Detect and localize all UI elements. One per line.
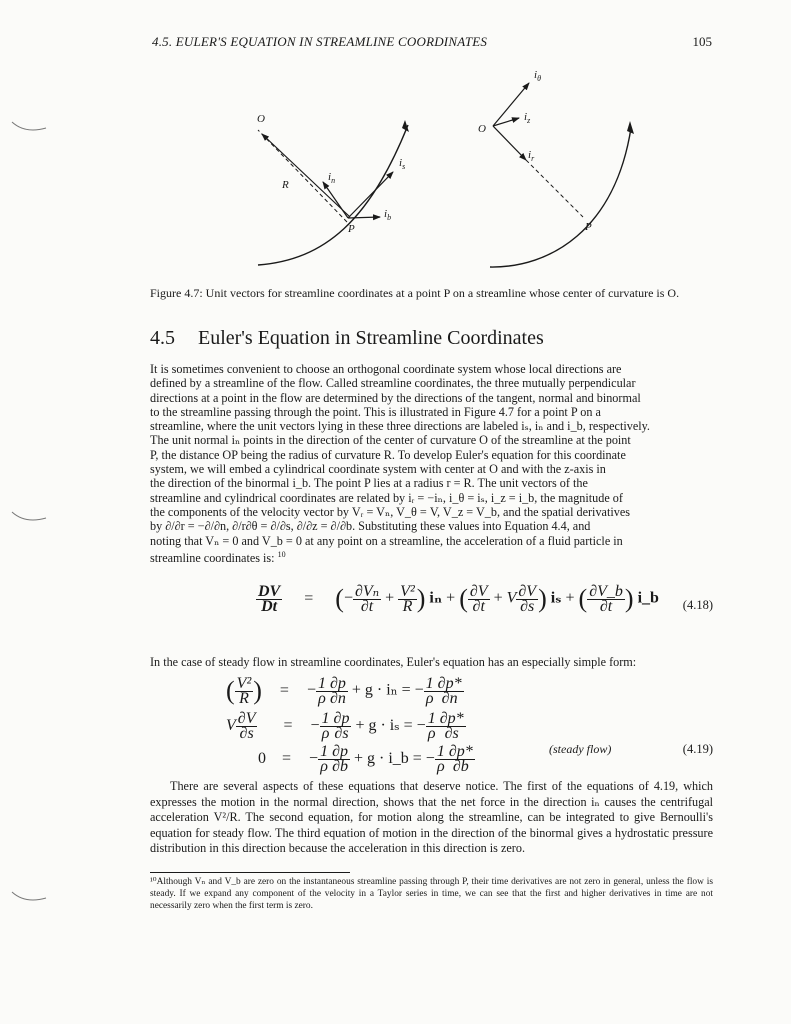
eq419-r1-c: $\frac{1}{\rho}$ [425,674,434,707]
eq419-r1-lhs: $\frac{\text{V²}}{R}$ [236,674,252,707]
right-streamline [490,128,631,267]
eq419-r2-lhs: $\frac{\partial V}{\partial s}$ [237,710,256,742]
text-line: streamline, where the unit vectors lying in these three directions are labeled iₛ, iₙ and i_b, respectively. [150,419,650,434]
right-diagram [478,70,634,267]
eq418-equals: = [304,589,314,607]
eq419-r1-dot: + g · iₙ = [351,681,411,699]
left-label-P: P [348,223,355,235]
text-line: by ∂/∂r = −∂/∂n, ∂/r∂θ = ∂/∂s, ∂/∂z = ∂/∂b. Substituting these values into Equation 4.4, and [150,519,591,534]
left-label-is: $i_s$ [399,157,406,171]
right-radius-dashed [526,160,583,217]
binder-mark-top [10,110,50,140]
eq419-r2-d: $\frac{\partial p*}{\partial s}$ [439,710,464,742]
figure-caption: Figure 4.7: Unit vectors for streamline coordinates at a point P on a streamline whose center of curvature is O. [150,286,680,300]
eq419-r1-a: $\frac{1}{\rho}$ [317,674,326,707]
left-in-vector [323,182,348,218]
right-label-iz: $i_z$ [524,111,531,125]
paragraph-2: In the case of steady flow in streamline coordinates, Euler's equation has an especially simple form: [150,655,637,669]
right-label-itheta: $i_\theta$ [534,70,541,83]
eq419-r3-dot: + g · i_b = [353,750,422,768]
left-label-in: $i_n$ [328,171,336,185]
text-line: streamline coordinates is: $^{10}$ [150,549,286,563]
running-title: 4.5. EULER'S EQUATION IN STREAMLINE COORDINATES [152,34,488,49]
eq418-term1: $\frac{\text{∂Vₙ}}{\partial t}$ [354,582,380,615]
text-line: noting that Vₙ = 0 and V_b = 0 at any point on a streamline, the acceleration of a fluid particle in [150,533,623,548]
eq419-r3-lhs: 0 [258,750,266,768]
eq418-lhs: $\frac{DV}{Dt}$ [258,582,281,615]
text-line: It is sometimes convenient to choose an orthogonal coordinate system whose local directions are [150,362,622,376]
footnote: ¹⁰Although Vₙ and V_b are zero on the instantaneous streamline passing through P, their time derivatives are not zero in general, unless the flow is steady. If we expand any component of the velocity in a Taylor series in time, we can see that the first and higher derivatives in time are not necessarily zero when the first term is zero. [150,877,713,911]
page-header [152,34,712,54]
binder-mark-middle [10,500,50,530]
eq418-number: (4.18) [682,598,713,612]
right-streamline-arrowhead [627,121,634,134]
text-line: system, we will embed a cylindrical coordinate system with center at O and with the z-axis in [150,462,606,477]
left-streamline [258,125,408,265]
footnote-marker: 10 [277,549,286,559]
text-line: directions at a point in the flow are determined by the directions of the tangent, normal and binormal [150,390,641,405]
eq418-unit-in: iₙ [429,589,443,607]
left-diagram [257,113,409,265]
eq419-note: (steady flow) [549,742,612,756]
text-line: the direction of the binormal i_b. The point P lies at a radius r = R. The unit vectors of the [150,476,588,491]
text-line: to the streamline passing through the point. This is illustrated in Figure 4.7 for a point P on a [150,404,601,419]
text-line: streamline and cylindrical coordinates are related by iᵣ = −iₙ, i_θ = iₛ, i_z = i_b, the magnitude of [150,490,623,505]
eq418-term3: $\frac{\partial V}{\partial t}$ [469,582,488,615]
page-number: 105 [692,34,712,49]
eq418-unit-is: iₛ [550,589,562,607]
right-ir-vector [493,126,526,160]
binder-mark-bottom [10,880,50,910]
left-label-R: R [282,179,289,191]
paragraph-3: There are several aspects of these equations that deserve notice. The first of the equations of 4.19, which expresses the motion in the normal direction, shows that the net force in the direction iₙ causes the centrifugal acceleration V²/R. The second equation, for motion along the streamline, can be integrated to give Bernoulli's equation for steady flow. The third equation of motion in the direction of the binormal gives a hydrostatic pressure distribution in this direction because the acceleration in this direction is zero. [150,779,713,856]
right-label-ir: $i_r$ [528,149,535,163]
left-label-O: O [257,113,265,125]
right-label-O: O [478,123,486,135]
eq419-r3-b: $\frac{\partial p}{\partial b}$ [332,743,348,775]
section-heading [150,327,713,350]
eq419-r2-dot: + g · iₛ = [355,717,413,735]
eq419-r2-b: $\frac{\partial p}{\partial s}$ [333,710,350,742]
eq419-number: (4.19) [682,742,713,756]
eq419-r3-d: $\frac{\partial p*}{\partial b}$ [448,743,473,775]
paragraph-1 [150,362,713,562]
eq418-term4: $\frac{\partial V}{\partial s}$ [518,582,537,615]
eq419-r2-c: $\frac{1}{\rho}$ [427,710,436,742]
equation-4-18: $\frac{DV}{Dt}$ = (− $\frac{\text{∂Vₙ}}{\partial t}$ + $\frac{\text{V²}}{R}$ ) iₙ + ( $\frac{\partial V}{\partial t}$ + V $\frac{\partial V}{\partial s}$ ) iₛ + ( $\frac{\partial V\_b}{\partial t}$ ) i_b [258,582,659,615]
right-label-P: P [585,221,592,233]
figure-4-7 [150,70,670,280]
equation-4-19-row-2: V $\frac{\partial V}{\partial s}$ = − $\frac{1}{\rho}$ $\frac{\partial p}{\partial s}$ + g · iₛ = − $\frac{1}{\rho}$ $\frac{\partial p*}{\partial s}$ [226,710,464,742]
eq418-unit-ib: i_b [637,589,659,607]
eq418-term2: $\frac{\text{V²}}{R}$ [400,582,415,615]
eq419-r1-d: $\frac{\partial p*}{\partial n}$ [437,674,462,707]
text-line: defined by a streamline of the flow. Called streamline coordinates, the three mutually perpendicular [150,376,636,391]
section-title: Euler's Equation in Streamline Coordinates [198,327,544,349]
left-ib-vector [348,217,380,218]
eq419-r3-c: $\frac{1}{\rho}$ [436,743,445,775]
left-radius-solid [262,134,350,217]
left-label-ib: $i_b$ [384,208,392,222]
eq419-r2-a: $\frac{1}{\rho}$ [321,710,330,742]
eq419-r1-b: $\frac{\partial p}{\partial n}$ [329,674,346,707]
equation-4-19-row-3: 0 = − $\frac{1}{\rho}$ $\frac{\partial p}{\partial b}$ + g · i_b = − $\frac{1}{\rho}$ $\frac{\partial p*}{\partial b}$ [226,745,475,774]
equation-4-19-row-1: ( $\frac{\text{V²}}{R}$ ) = − $\frac{1}{\rho}$ $\frac{\partial p}{\partial n}$ + g · iₙ = − $\frac{1}{\rho}$ $\frac{\partial p*}{\partial n}$ [226,674,462,707]
text-line: the components of the velocity vector by Vᵣ = Vₙ, V_θ = V, V_z = V_b, and the spatial derivatives [150,504,630,519]
text-line: P, the distance OP being the radius of curvature R. To develop Euler's equation for this coordinate [150,447,626,462]
text-line: The unit normal iₙ points in the direction of the center of curvature O of the streamline at the point [150,433,631,448]
section-number: 4.5 [150,327,175,349]
footnote-rule [150,872,350,873]
eq419-r3-a: $\frac{1}{\rho}$ [320,743,329,775]
streamline-diagram [150,70,670,280]
eq418-term5: $\frac{\partial V\_b}{\partial t}$ [589,582,623,615]
